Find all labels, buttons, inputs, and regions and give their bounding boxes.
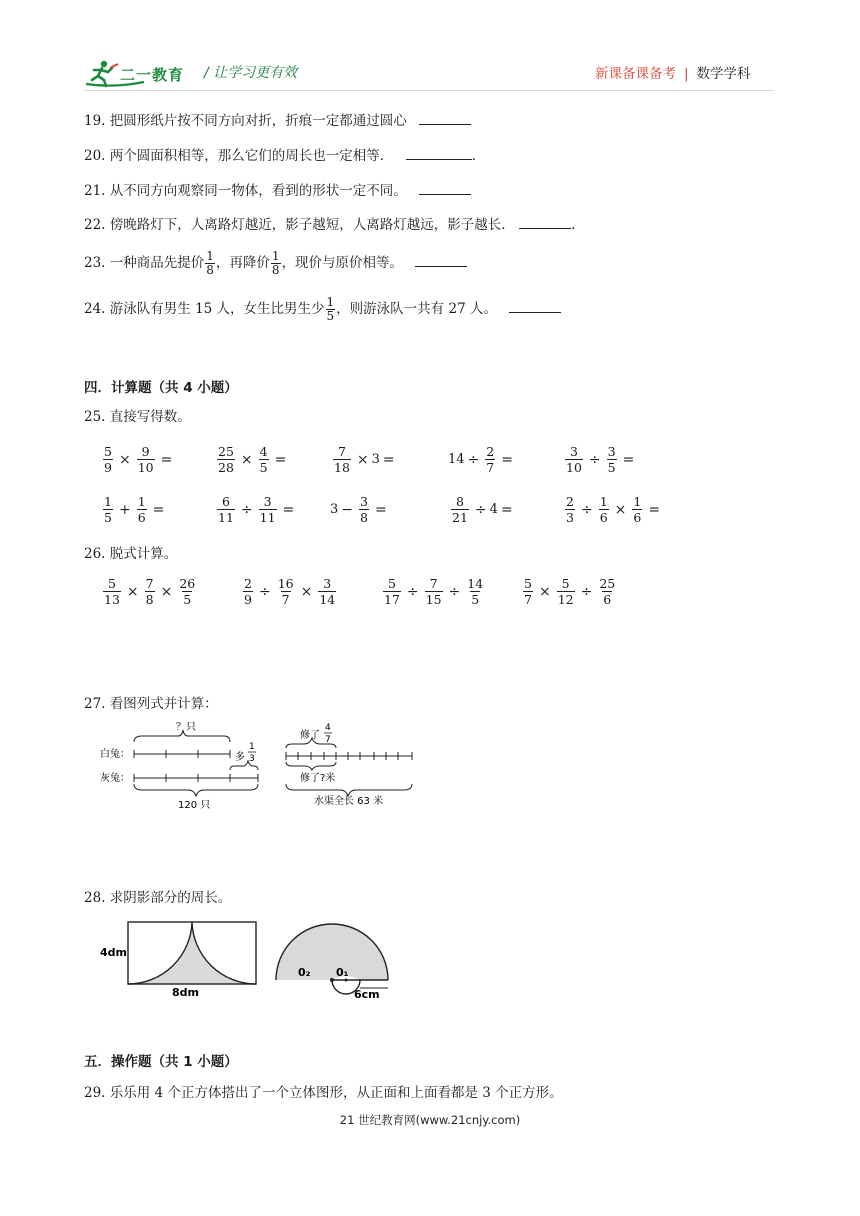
expression: 14 ÷ $\frac{2}{7}$ = bbox=[448, 444, 513, 475]
fraction: $\frac{1}{8}$ bbox=[206, 249, 214, 277]
question-25 bbox=[84, 407, 191, 427]
brand-separator: | bbox=[684, 66, 689, 82]
fraction: $\frac{1}{5}$ bbox=[326, 295, 335, 323]
question-number: 28. bbox=[84, 890, 106, 906]
answer-blank[interactable] bbox=[509, 298, 561, 313]
rectangle-arcs-figure bbox=[98, 918, 262, 1000]
question-19 bbox=[84, 110, 471, 131]
logo-text: 二一教育 bbox=[120, 66, 185, 84]
dimension-label: 4dm bbox=[100, 946, 127, 959]
question-text: 求阴影部分的周长。 bbox=[109, 890, 232, 906]
diagram-label: ？只 bbox=[176, 722, 196, 733]
answer-blank[interactable] bbox=[419, 180, 471, 195]
svg-text:3: 3 bbox=[249, 754, 255, 764]
brand-secondary: 数学学科 bbox=[696, 66, 751, 82]
question-tail: . bbox=[571, 217, 576, 233]
question-text: 一种商品先提价 bbox=[109, 255, 205, 271]
expression: $\frac{5}{9}$ × $\frac{9}{10}$ = bbox=[104, 444, 173, 475]
expression: $\frac{25}{28}$ × $\frac{4}{5}$ = bbox=[218, 444, 287, 475]
answer-blank[interactable] bbox=[406, 145, 472, 160]
center-label: 0₁ bbox=[336, 966, 349, 979]
question-text: ，则游泳队一共有 27 人。 bbox=[336, 301, 497, 317]
expression: 3 − $\frac{3}{8}$ = bbox=[330, 494, 387, 525]
question-text: ，再降价 bbox=[215, 255, 270, 271]
question-number: 25. bbox=[84, 409, 106, 425]
rabbit-line-diagram bbox=[98, 718, 268, 812]
diagram-label: 修了?米 bbox=[300, 773, 336, 784]
diagram-label: 白兔： bbox=[100, 749, 130, 760]
question-tail: . bbox=[471, 148, 476, 164]
question-27 bbox=[84, 694, 218, 714]
question-text: ，现价与原价相等。 bbox=[281, 255, 404, 271]
answer-blank[interactable] bbox=[519, 214, 571, 229]
question-number: 23. bbox=[84, 255, 106, 271]
expression: $\frac{3}{10}$ ÷ $\frac{3}{5}$ = bbox=[566, 444, 635, 475]
svg-text:1: 1 bbox=[249, 742, 255, 752]
page-footer: 21 世纪教育网(www.21cnjy.com) bbox=[339, 1113, 521, 1127]
question-text: 傍晚路灯下，人离路灯越近，影子越短，人离路灯越远，影子越长． bbox=[109, 217, 515, 233]
question-number: 21. bbox=[84, 183, 106, 199]
diagram-label: 修了 bbox=[300, 730, 320, 741]
answer-blank[interactable] bbox=[419, 110, 471, 125]
question-text: 把圆形纸片按不同方向对折，折痕一定都通过圆心 bbox=[109, 113, 407, 129]
slogan: / 让学习更有效 bbox=[204, 65, 298, 81]
fraction: $\frac{1}{8}$ bbox=[271, 249, 280, 277]
question-text: 脱式计算。 bbox=[109, 546, 178, 562]
expression: $\frac{6}{11}$ ÷ $\frac{3}{11}$ = bbox=[218, 494, 295, 525]
question-26 bbox=[84, 544, 177, 564]
diagram-label: 120 只 bbox=[178, 800, 211, 811]
question-text: 看图列式并计算： bbox=[109, 696, 218, 712]
question-number: 26. bbox=[84, 546, 106, 562]
expression: $\frac{5}{13}$ × $\frac{7}{8}$ × $\frac{26}{5}$ bbox=[104, 576, 196, 607]
canal-line-diagram bbox=[282, 718, 422, 812]
diagram-label: 灰兔： bbox=[100, 773, 130, 784]
expression: $\frac{8}{21}$ ÷ 4 = bbox=[452, 494, 513, 525]
brand-primary: 新课备课备考 bbox=[595, 66, 676, 82]
section-title: 四．计算题（共 4 小题） bbox=[84, 380, 238, 396]
svg-text:7: 7 bbox=[325, 735, 331, 745]
diagram-label: 多 bbox=[235, 752, 245, 763]
center-label: 0₂ bbox=[298, 966, 311, 979]
expression: $\frac{7}{18}$ × 3 = bbox=[334, 444, 395, 475]
header-divider bbox=[84, 90, 774, 91]
section-title: 五．操作题（共 1 小题） bbox=[84, 1054, 238, 1070]
svg-text:4: 4 bbox=[325, 723, 331, 733]
question-number: 19. bbox=[84, 113, 106, 129]
question-number: 22. bbox=[84, 217, 106, 233]
expression: $\frac{5}{17}$ ÷ $\frac{7}{15}$ ÷ $\frac{14}{5}$ bbox=[384, 576, 484, 607]
question-number: 27. bbox=[84, 696, 106, 712]
question-29 bbox=[84, 1083, 563, 1103]
question-20 bbox=[84, 145, 476, 166]
expression: $\frac{1}{5}$ + $\frac{1}{6}$ = bbox=[104, 494, 165, 525]
question-23 bbox=[84, 250, 467, 277]
question-21 bbox=[84, 180, 471, 201]
question-24 bbox=[84, 296, 561, 323]
dimension-label: 6cm bbox=[354, 988, 380, 1001]
expression: $\frac{2}{9}$ ÷ $\frac{16}{7}$ × $\frac{3}{14}$ bbox=[244, 576, 336, 607]
question-text: 两个圆面积相等，那么它们的周长也一定相等． bbox=[109, 148, 394, 164]
semicircle-figure bbox=[270, 918, 400, 1002]
dimension-label: 8dm bbox=[172, 986, 199, 999]
question-text: 游泳队有男生 15 人，女生比男生少 bbox=[109, 301, 325, 317]
question-28 bbox=[84, 888, 231, 908]
question-text: 直接写得数。 bbox=[109, 409, 191, 425]
question-number: 29. bbox=[84, 1085, 106, 1101]
expression: $\frac{2}{3}$ ÷ $\frac{1}{6}$ × $\frac{1}{6}$ = bbox=[566, 494, 661, 525]
question-text: 乐乐用 4 个正方体搭出了一个立体图形，从正面和上面看都是 3 个正方形。 bbox=[109, 1085, 563, 1101]
page-header bbox=[0, 0, 860, 100]
question-text: 从不同方向观察同一物体，看到的形状一定不同。 bbox=[109, 183, 407, 199]
expression: $\frac{5}{7}$ × $\frac{5}{12}$ ÷ $\frac{25}{6}$ bbox=[524, 576, 616, 607]
answer-blank[interactable] bbox=[415, 252, 467, 267]
question-number: 20. bbox=[84, 148, 106, 164]
question-22 bbox=[84, 214, 575, 235]
subject-tag bbox=[595, 62, 751, 82]
question-number: 24. bbox=[84, 301, 106, 317]
diagram-label: 水渠全长 63 米 bbox=[314, 796, 384, 807]
